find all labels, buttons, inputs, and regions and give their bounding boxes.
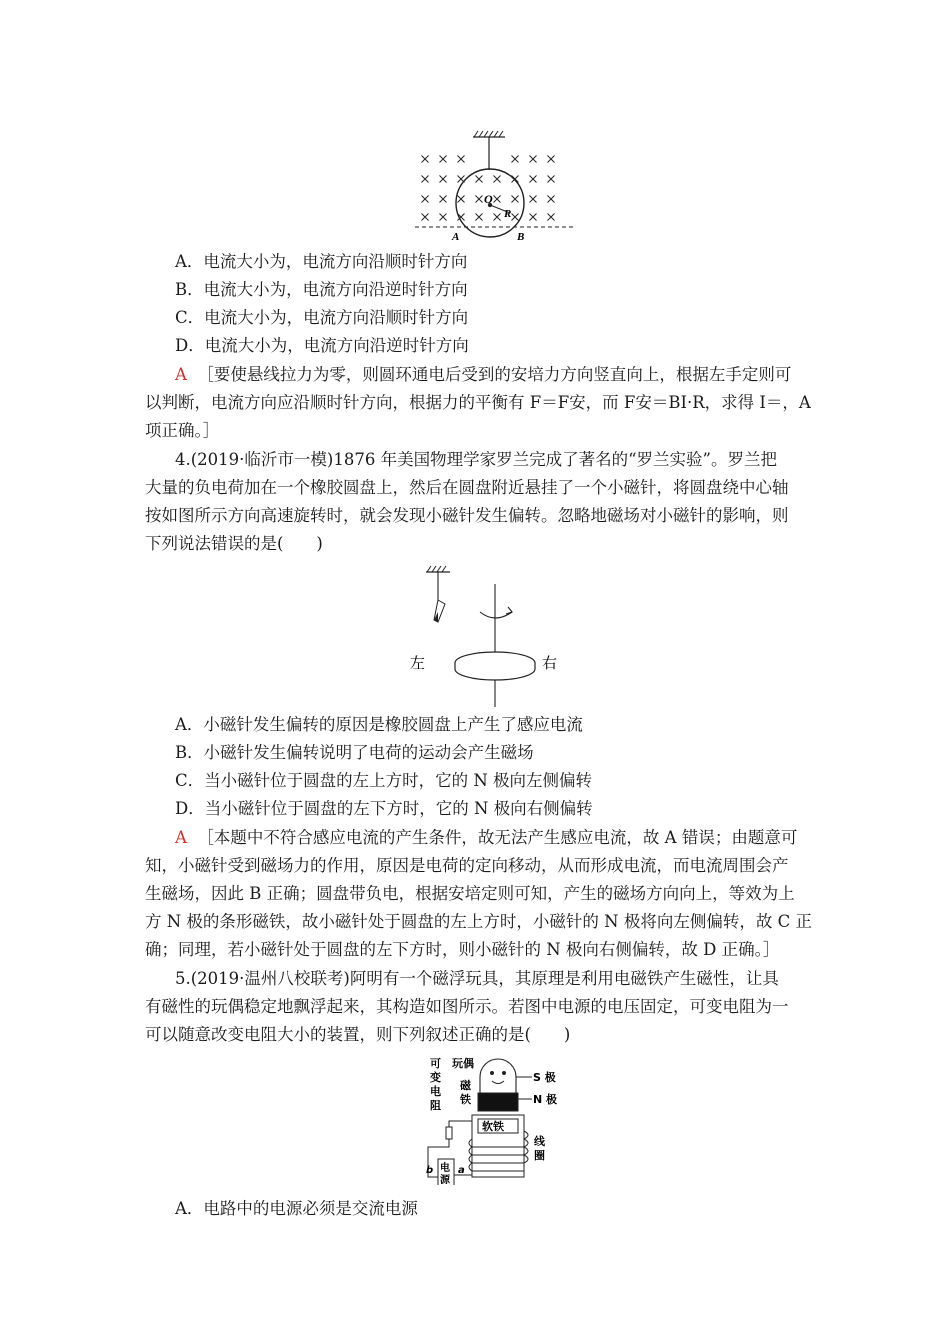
- q5-option-a: A．电路中的电源必须是交流电源: [175, 1199, 418, 1218]
- label-r: R: [504, 208, 512, 220]
- q4-explanation-line-5: 确；同理，若小磁针处于圆盘的左下方时，则小磁针的 N 极向右侧偏转，故 D 正确。］: [145, 940, 780, 959]
- label-b: B: [517, 231, 525, 243]
- label-resistor-3: 电: [430, 1085, 441, 1098]
- label-left: 左: [410, 654, 426, 672]
- q3-answer-letter: A: [175, 365, 187, 384]
- label-n-pole: N 极: [533, 1093, 558, 1106]
- q4-option-c: C．当小磁针位于圆盘的左上方时，它的 N 极向左侧偏转: [175, 771, 593, 790]
- label-a-terminal: a: [458, 1165, 465, 1176]
- label-magnet-1: 磁: [460, 1079, 471, 1092]
- label-resistor-1: 可: [430, 1057, 441, 1070]
- q3-explanation-line-3: 项正确。］: [145, 421, 220, 440]
- label-resistor-2: 变: [430, 1071, 441, 1084]
- q4-option-b: B．小磁针发生偏转说明了电荷的运动会产生磁场: [175, 743, 534, 762]
- q4-stem-line-2: 大量的负电荷加在一个橡胶圆盘上，然后在圆盘附近悬挂了一个小磁针，将圆盘绕中心轴: [145, 478, 789, 497]
- q4-stem-line-1: 4.(2019·临沂市一模)1876 年美国物理学家罗兰完成了著名的“罗兰实验”。罗兰把: [175, 450, 777, 469]
- q4-explanation-line-2: 知，小磁针受到磁场力的作用，原因是电荷的定向移动，从而形成电流，而电流周围会产: [145, 856, 789, 875]
- label-b-terminal: b: [426, 1165, 434, 1176]
- q3-explanation-line-2: 以判断，电流方向应沿顺时针方向，根据力的平衡有 F＝F安，而 F安＝BI·R，求得 I＝，A: [145, 393, 811, 412]
- ring-in-field-figure: [410, 125, 580, 243]
- q5-stem-line-1: 5.(2019·温州八校联考)阿明有一个磁浮玩具，其原理是利用电磁铁产生磁性，让具: [175, 969, 779, 988]
- label-magnet-2: 铁: [460, 1093, 471, 1106]
- label-o: O: [484, 192, 493, 206]
- label-power-2: 源: [440, 1175, 450, 1185]
- label-coil-1: 线: [534, 1135, 545, 1148]
- q4-answer-letter: A: [175, 828, 187, 847]
- rowland-experiment-figure: [400, 562, 590, 712]
- q3-explanation-line-1: [175, 365, 791, 385]
- label-resistor-4: 阻: [430, 1099, 441, 1112]
- q4-explanation-line-3: 生磁场，因此 B 正确；圆盘带负电，根据安培定则可知，产生的磁场方向向上，等效为上: [145, 884, 795, 903]
- label-power-1: 电: [440, 1163, 450, 1174]
- q4-option-a: A．小磁针发生偏转的原因是橡胶圆盘上产生了感应电流: [175, 715, 583, 734]
- q4-option-d: D．当小磁针位于圆盘的左下方时，它的 N 极向右侧偏转: [175, 799, 593, 818]
- label-soft-iron: 软铁: [482, 1120, 504, 1133]
- label-toy: 玩偶: [452, 1057, 474, 1070]
- q3-option-a: A．电流大小为，电流方向沿顺时针方向: [175, 252, 468, 271]
- q4-explanation-text-1: ［本题中不符合感应电流的产生条件，故无法产生感应电流，故 A 错误；由题意可: [197, 828, 798, 847]
- q3-option-c: C．电流大小为，电流方向沿顺时针方向: [175, 308, 469, 327]
- label-a: A: [452, 231, 460, 243]
- label-coil-2: 圈: [534, 1149, 545, 1162]
- maglev-toy-figure: [420, 1055, 580, 1185]
- q3-explanation-text-1: ［要使悬线拉力为零，则圆环通电后受到的安培力方向竖直向上，根据左手定则可: [197, 365, 792, 384]
- q3-option-d: D．电流大小为，电流方向沿逆时针方向: [175, 336, 469, 355]
- label-s-pole: S 极: [533, 1071, 556, 1084]
- q3-option-b: B．电流大小为，电流方向沿逆时针方向: [175, 280, 468, 299]
- q4-stem-line-3: 按如图所示方向高速旋转时，就会发现小磁针发生偏转。忽略地磁场对小磁针的影响，则: [145, 506, 789, 525]
- q4-explanation-line-4: 方 N 极的条形磁铁，故小磁针处于圆盘的左上方时，小磁针的 N 极将向左侧偏转，故 C 正: [145, 912, 812, 931]
- q5-stem-line-3: 可以随意改变电阻大小的装置，则下列叙述正确的是( ): [145, 1025, 571, 1044]
- q4-explanation-line-1: [175, 828, 797, 848]
- q5-stem-line-2: 有磁性的玩偶稳定地飘浮起来，其构造如图所示。若图中电源的电压固定，可变电阻为一: [145, 997, 789, 1016]
- q4-stem-line-4: 下列说法错误的是( ): [145, 534, 323, 553]
- label-right: 右: [542, 654, 558, 672]
